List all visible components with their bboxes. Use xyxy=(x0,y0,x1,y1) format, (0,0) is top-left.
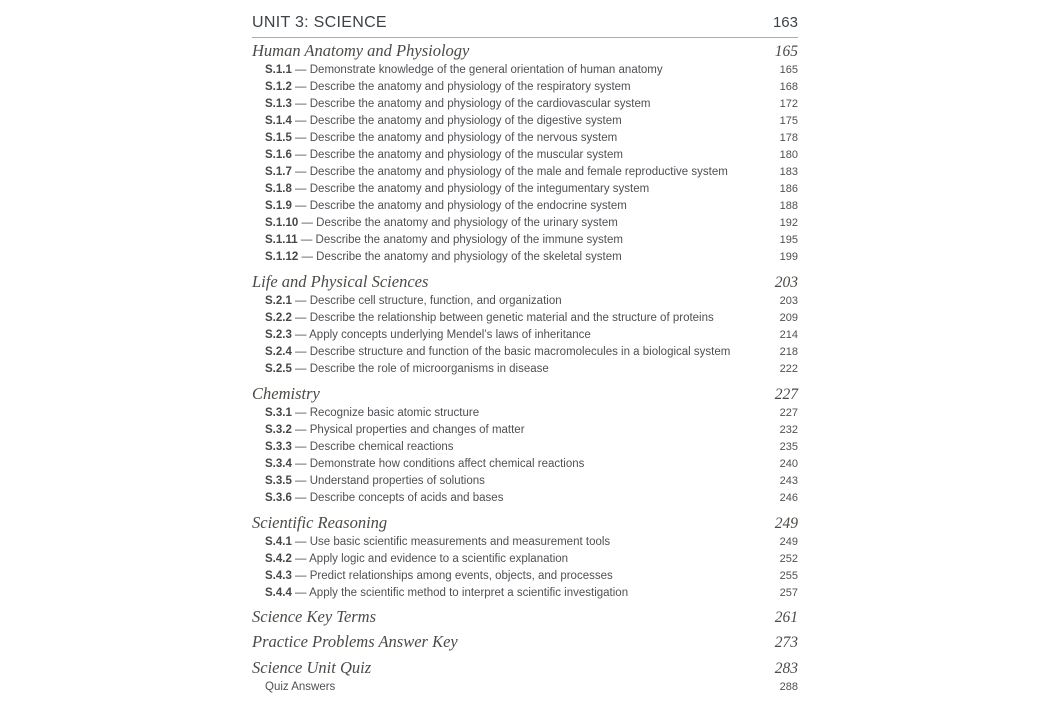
toc-section xyxy=(252,273,798,378)
item-code: S.1.7 xyxy=(265,166,292,178)
item-code: S.2.4 xyxy=(265,346,292,358)
toc-item xyxy=(252,344,798,361)
item-dash: — xyxy=(291,475,310,487)
item-label xyxy=(252,679,768,696)
item-dash: — xyxy=(291,363,310,375)
toc-item xyxy=(252,79,798,96)
item-page-number: 214 xyxy=(779,329,798,341)
item-page-number: 243 xyxy=(779,475,798,487)
item-dash: — xyxy=(291,98,310,110)
section-items xyxy=(252,534,798,602)
item-page-number: 203 xyxy=(779,295,798,307)
item-text: Use basic scientific measurements and measurement tools xyxy=(309,536,611,548)
item-dash: — xyxy=(291,329,310,341)
item-text: Describe the anatomy and physiology of the digestive system xyxy=(309,115,622,127)
item-label xyxy=(252,534,768,551)
toc-item xyxy=(252,422,798,439)
toc-section xyxy=(252,42,798,266)
item-page-number: 288 xyxy=(779,681,798,693)
toc-item xyxy=(252,96,798,113)
item-page-number: 218 xyxy=(779,346,798,358)
toc-item xyxy=(252,456,798,473)
toc-item xyxy=(252,568,798,585)
item-text: Quiz Answers xyxy=(265,681,336,693)
section-head xyxy=(252,273,798,292)
item-label xyxy=(252,439,768,456)
toc-item xyxy=(252,490,798,507)
section-page-number: 249 xyxy=(774,515,798,532)
section-title: Scientific Reasoning xyxy=(252,513,388,532)
item-code: S.1.12 xyxy=(265,251,299,263)
item-page-number: 165 xyxy=(779,64,798,76)
item-label xyxy=(252,164,768,181)
item-code: S.1.11 xyxy=(265,234,298,246)
toc-section xyxy=(252,385,798,507)
item-code: S.2.2 xyxy=(265,312,292,324)
section-head xyxy=(252,385,798,404)
item-label xyxy=(252,422,768,439)
item-page-number: 186 xyxy=(779,183,798,195)
item-page-number: 180 xyxy=(779,149,798,161)
item-code: S.3.3 xyxy=(265,441,292,453)
section-head xyxy=(252,608,798,627)
item-code: S.3.5 xyxy=(265,475,292,487)
item-dash: — xyxy=(291,149,310,161)
item-label xyxy=(252,62,768,79)
item-dash: — xyxy=(291,570,310,582)
item-text: Describe the anatomy and physiology of the muscular system xyxy=(309,149,623,161)
item-dash: — xyxy=(291,458,310,470)
item-dash: — xyxy=(291,183,310,195)
toc-item xyxy=(252,113,798,130)
item-code: S.2.5 xyxy=(265,363,292,375)
item-page-number: 209 xyxy=(779,312,798,324)
toc-item xyxy=(252,310,798,327)
item-text: Describe the anatomy and physiology of the immune system xyxy=(315,234,623,246)
item-text: Apply the scientific method to interpret a scientific investigation xyxy=(309,587,629,599)
item-page-number: 168 xyxy=(779,81,798,93)
item-dash: — xyxy=(291,553,310,565)
toc-item xyxy=(252,679,798,696)
item-code: S.1.1 xyxy=(265,64,292,76)
item-label xyxy=(252,215,768,232)
item-code: S.3.6 xyxy=(265,492,292,504)
toc-item xyxy=(252,361,798,378)
toc-item xyxy=(252,130,798,147)
toc-item xyxy=(252,293,798,310)
item-code: S.1.8 xyxy=(265,183,292,195)
item-label xyxy=(252,405,768,422)
item-page-number: 192 xyxy=(779,217,798,229)
item-text: Demonstrate how conditions affect chemical reactions xyxy=(309,458,585,470)
item-dash: — xyxy=(297,234,316,246)
item-code: S.1.2 xyxy=(265,81,292,93)
item-text: Describe cell structure, function, and organization xyxy=(309,295,562,307)
item-label xyxy=(252,585,768,602)
item-dash: — xyxy=(291,492,310,504)
item-text: Describe the anatomy and physiology of the nervous system xyxy=(309,132,618,144)
section-head xyxy=(252,633,798,652)
toc-page xyxy=(252,14,798,696)
section-title: Science Key Terms xyxy=(252,607,377,626)
item-label xyxy=(252,232,768,249)
item-dash: — xyxy=(291,64,310,76)
toc-item xyxy=(252,181,798,198)
item-label xyxy=(252,568,768,585)
section-title: Practice Problems Answer Key xyxy=(252,632,458,651)
item-label xyxy=(252,181,768,198)
item-page-number: 257 xyxy=(779,587,798,599)
item-code: S.4.3 xyxy=(265,570,292,582)
item-label xyxy=(252,327,768,344)
item-label xyxy=(252,249,768,266)
section-title: Science Unit Quiz xyxy=(252,658,372,677)
item-dash: — xyxy=(298,251,317,263)
item-code: S.1.5 xyxy=(265,132,292,144)
item-code: S.4.4 xyxy=(265,587,292,599)
item-text: Demonstrate knowledge of the general orientation of human anatomy xyxy=(309,64,663,76)
item-text: Apply concepts underlying Mendel’s laws of inheritance xyxy=(309,329,591,341)
item-dash: — xyxy=(291,346,310,358)
toc-item xyxy=(252,327,798,344)
item-dash: — xyxy=(291,587,310,599)
item-page-number: 246 xyxy=(779,492,798,504)
item-label xyxy=(252,130,768,147)
item-page-number: 175 xyxy=(779,115,798,127)
item-page-number: 227 xyxy=(779,407,798,419)
section-items xyxy=(252,293,798,378)
item-code: S.3.1 xyxy=(265,407,292,419)
item-page-number: 172 xyxy=(779,98,798,110)
item-dash: — xyxy=(291,200,310,212)
section-head xyxy=(252,514,798,533)
section-items xyxy=(252,405,798,507)
item-code: S.1.6 xyxy=(265,149,292,161)
item-dash: — xyxy=(298,217,317,229)
item-text: Describe the anatomy and physiology of the skeletal system xyxy=(316,251,622,263)
item-page-number: 235 xyxy=(779,441,798,453)
item-code: S.3.2 xyxy=(265,424,292,436)
item-code: S.1.4 xyxy=(265,115,292,127)
section-page-number: 273 xyxy=(774,634,798,651)
item-text: Predict relationships among events, objects, and processes xyxy=(309,570,613,582)
item-page-number: 255 xyxy=(779,570,798,582)
item-text: Describe the role of microorganisms in disease xyxy=(309,363,549,375)
item-code: S.4.2 xyxy=(265,553,292,565)
item-label xyxy=(252,293,768,310)
item-page-number: 178 xyxy=(779,132,798,144)
toc-section xyxy=(252,659,798,696)
toc-item xyxy=(252,405,798,422)
item-page-number: 240 xyxy=(779,458,798,470)
toc-item xyxy=(252,232,798,249)
item-text: Describe the anatomy and physiology of the respiratory system xyxy=(309,81,631,93)
toc-item xyxy=(252,164,798,181)
section-title: Life and Physical Sciences xyxy=(252,272,429,291)
item-code: S.2.1 xyxy=(265,295,292,307)
toc-item xyxy=(252,534,798,551)
item-text: Describe structure and function of the basic macromolecules in a biological system xyxy=(309,346,731,358)
toc-item xyxy=(252,551,798,568)
toc-sections xyxy=(252,42,798,696)
section-page-number: 283 xyxy=(774,660,798,677)
section-head xyxy=(252,42,798,61)
item-page-number: 232 xyxy=(779,424,798,436)
item-label xyxy=(252,310,768,327)
item-dash: — xyxy=(291,166,310,178)
item-page-number: 195 xyxy=(779,234,798,246)
item-label xyxy=(252,79,768,96)
item-label xyxy=(252,456,768,473)
item-dash: — xyxy=(291,81,310,93)
item-page-number: 252 xyxy=(779,553,798,565)
toc-item xyxy=(252,147,798,164)
item-text: Describe the anatomy and physiology of the integumentary system xyxy=(309,183,650,195)
item-dash: — xyxy=(291,536,310,548)
item-dash: — xyxy=(291,115,310,127)
item-label xyxy=(252,551,768,568)
item-text: Physical properties and changes of matter xyxy=(309,424,525,436)
item-label xyxy=(252,113,768,130)
unit-header xyxy=(252,14,798,38)
section-page-number: 165 xyxy=(774,43,798,60)
item-text: Describe the relationship between genetic material and the structure of proteins xyxy=(309,312,714,324)
item-label xyxy=(252,344,768,361)
item-text: Describe the anatomy and physiology of the male and female reproductive system xyxy=(309,166,728,178)
section-page-number: 203 xyxy=(774,274,798,291)
item-label xyxy=(252,96,768,113)
item-page-number: 249 xyxy=(779,536,798,548)
item-text: Apply logic and evidence to a scientific explanation xyxy=(309,553,569,565)
item-dash: — xyxy=(291,407,310,419)
section-items xyxy=(252,62,798,266)
item-label xyxy=(252,198,768,215)
item-page-number: 199 xyxy=(779,251,798,263)
toc-item xyxy=(252,473,798,490)
item-page-number: 188 xyxy=(779,200,798,212)
item-code: S.2.3 xyxy=(265,329,292,341)
item-code: S.3.4 xyxy=(265,458,292,470)
item-page-number: 183 xyxy=(779,166,798,178)
unit-page-number: 163 xyxy=(772,14,798,31)
item-text: Describe the anatomy and physiology of the urinary system xyxy=(316,217,618,229)
section-title: Chemistry xyxy=(252,384,320,403)
section-page-number: 261 xyxy=(774,609,798,626)
unit-title: UNIT 3: SCIENCE xyxy=(252,14,387,31)
item-label xyxy=(252,147,768,164)
item-code: S.4.1 xyxy=(265,536,292,548)
toc-item xyxy=(252,439,798,456)
toc-section xyxy=(252,608,798,627)
section-title: Human Anatomy and Physiology xyxy=(252,41,470,60)
section-page-number: 227 xyxy=(774,386,798,403)
item-text: Describe chemical reactions xyxy=(309,441,454,453)
item-text: Recognize basic atomic structure xyxy=(309,407,480,419)
item-page-number: 222 xyxy=(779,363,798,375)
item-text: Understand properties of solutions xyxy=(309,475,485,487)
item-code: S.1.9 xyxy=(265,200,292,212)
section-items xyxy=(252,679,798,696)
item-dash: — xyxy=(291,424,310,436)
item-text: Describe concepts of acids and bases xyxy=(309,492,504,504)
item-text: Describe the anatomy and physiology of the endocrine system xyxy=(309,200,627,212)
item-label xyxy=(252,361,768,378)
item-code: S.1.10 xyxy=(265,217,299,229)
item-code: S.1.3 xyxy=(265,98,292,110)
toc-item xyxy=(252,198,798,215)
toc-item xyxy=(252,249,798,266)
toc-section xyxy=(252,514,798,602)
item-dash: — xyxy=(291,312,310,324)
toc-item xyxy=(252,585,798,602)
item-dash: — xyxy=(291,441,310,453)
item-dash: — xyxy=(291,295,310,307)
toc-section xyxy=(252,633,798,652)
toc-item xyxy=(252,215,798,232)
section-head xyxy=(252,659,798,678)
toc-item xyxy=(252,62,798,79)
item-label xyxy=(252,490,768,507)
item-dash: — xyxy=(291,132,310,144)
item-text: Describe the anatomy and physiology of the cardiovascular system xyxy=(309,98,651,110)
item-label xyxy=(252,473,768,490)
